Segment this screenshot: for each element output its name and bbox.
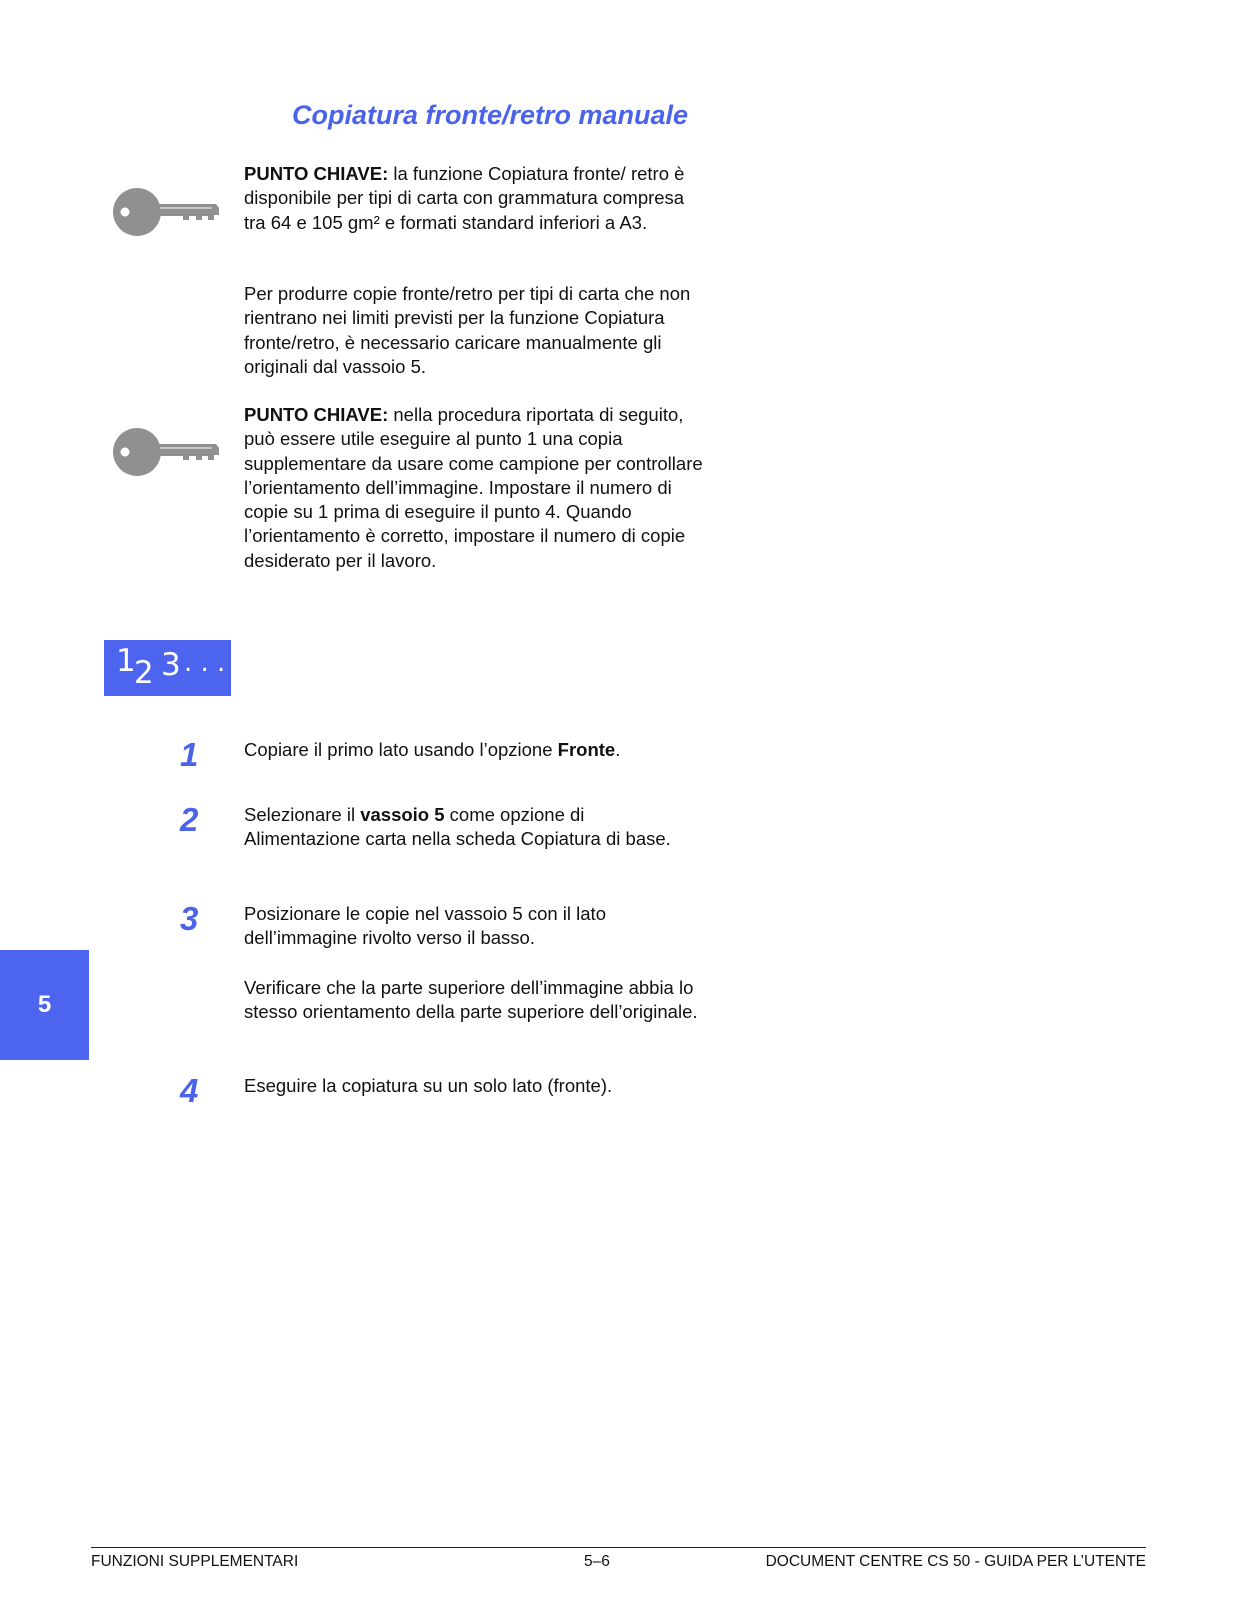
badge-digit-1: 1 — [116, 643, 136, 679]
badge-dots: . . . — [184, 648, 226, 678]
step-text-bold: vassoio 5 — [360, 804, 445, 825]
step-text-bold: Fronte — [557, 739, 616, 760]
chapter-tab: 5 — [0, 950, 89, 1060]
footer-section-name: FUNZIONI SUPPLEMENTARI — [91, 1553, 299, 1570]
step-text — [244, 738, 704, 762]
step-text-part: Copiare il primo lato usando l’opzione — [244, 739, 558, 760]
badge-digit-3: 3 — [161, 647, 181, 683]
steps-badge-icon — [104, 640, 231, 696]
page-title: Copiatura fronte/retro manuale — [292, 100, 689, 130]
key-icon — [110, 424, 220, 480]
badge-digit-2: 2 — [134, 655, 154, 691]
step-number: 4 — [180, 1072, 199, 1109]
step-number: 1 — [180, 736, 199, 773]
footer-page-number: 5–6 — [584, 1553, 610, 1570]
step-text — [244, 803, 704, 852]
footer-document-title: DOCUMENT CENTRE CS 50 - GUIDA PER L’UTENTE — [765, 1553, 1146, 1570]
key-point-label: PUNTO CHIAVE: — [244, 404, 389, 425]
step-number: 2 — [180, 801, 199, 838]
step-text: Posizionare le copie nel vassoio 5 con il lato dell’immagine rivolto verso il basso. — [244, 903, 606, 949]
step-text: Eseguire la copiatura su un solo lato (fronte). — [244, 1075, 613, 1096]
key-point-note-2 — [244, 403, 704, 573]
step-text-part: come opzione di Alimentazione carta nella scheda Copiatura di base. — [244, 804, 671, 850]
intro-paragraph: Per produrre copie fronte/retro per tipi di carta che non rientrano nei limiti previsti per la funzione Copiatura fronte/retro, è necessario caricare manualmente gli originali dal vassoio 5. — [244, 283, 691, 377]
key-point-text: la funzione Copiatura fronte/ retro è disponibile per tipi di carta con grammatura compresa tra 64 e 105 gm² e formati standard inferiori a A3. — [244, 163, 685, 233]
step-extra-text: Verificare che la parte superiore dell’immagine abbia lo stesso orientamento della parte superiore dell’originale. — [244, 977, 698, 1023]
step-text-part: . — [615, 739, 621, 760]
key-icon — [110, 184, 220, 240]
step-number: 3 — [180, 900, 199, 937]
footer-divider — [91, 1547, 1146, 1548]
step-text-part: Selezionare il — [244, 804, 361, 825]
key-point-label: PUNTO CHIAVE: — [244, 163, 389, 184]
key-point-text: nella procedura riportata di seguito, può essere utile eseguire al punto 1 una copia supplementare da usare come campione per controllare l’orientamento dell’immagine. Impostare il numero di copie su 1 prima di eseguire il punto 4. Quando l’orientamento è corretto, impostare il numero di copie desiderato per il lavoro. — [244, 404, 703, 571]
key-point-note-1 — [244, 162, 704, 235]
